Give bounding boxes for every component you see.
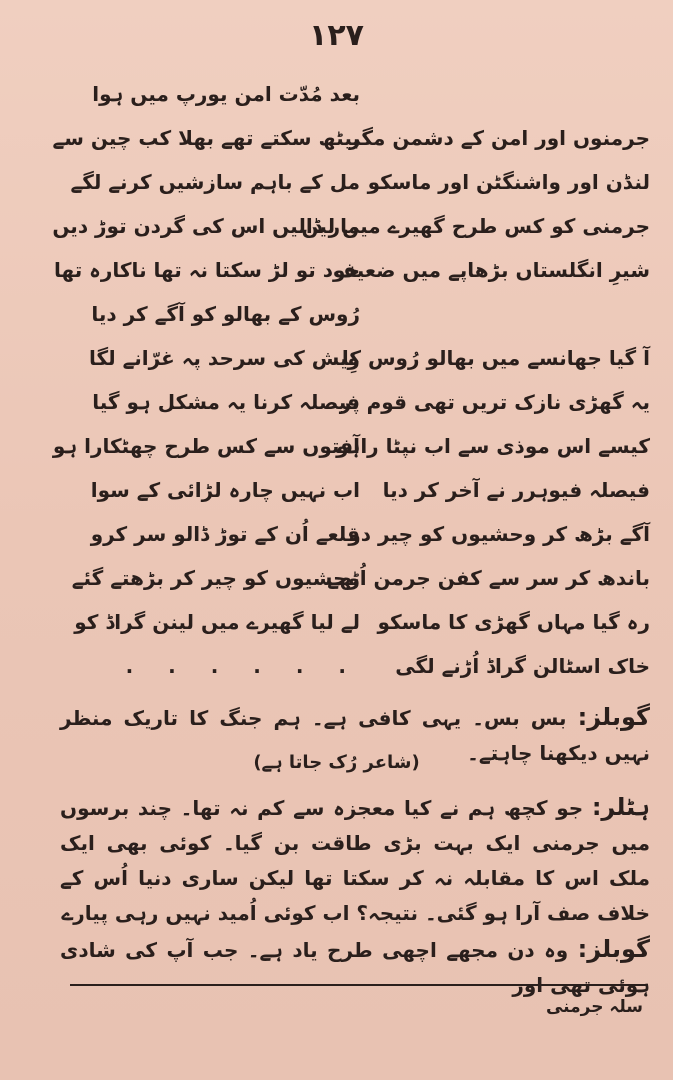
verse-right: لنڈن اور واشنگٹن اور ماسکو (367, 170, 650, 194)
verse-right: خاک اسٹالن گراڈ اُڑنے لگی (395, 654, 650, 678)
verse-left: قلعے اُن کے توڑ ڈالو سر کرو (90, 522, 360, 546)
verse-row (70, 160, 650, 204)
verse-row (70, 380, 650, 424)
verse-row (70, 468, 650, 512)
speaker-goebbels: گوبلز: (577, 935, 650, 963)
verse-left: آفتوں سے کس طرح چھٹکارا ہو (52, 434, 360, 458)
verse-left: بیٹھ سکتے تھے بھلا کب چین سے (52, 126, 360, 150)
verse-row (54, 248, 650, 292)
verse-right: آ گیا جھانسے میں بھالو رُوس کا (341, 346, 650, 370)
verse-right: آگے بڑھ کر وحشیوں کو چیر دو (348, 522, 650, 546)
verse-left: خود تو لڑ سکتا نہ تھا ناکارہ تھا (54, 258, 360, 282)
speaker-goebbels: گوبلز: (577, 703, 650, 731)
page-number: ۱۲۷ (309, 18, 364, 53)
verse-right: جرمنی کو کس طرح گھیرے میں لیں (301, 214, 650, 238)
verse-left: اب نہیں چارہ لڑائی کے سوا (90, 478, 360, 502)
verse-left: وحشیوں کو چیر کر بڑھتے گئے (71, 566, 360, 590)
verse-row (70, 336, 650, 380)
verse-left: فیصلہ کرنا یہ مشکل ہو گیا (92, 390, 360, 414)
verse-left: مار ڈالیں اس کی گردن توڑ دیں (52, 214, 360, 238)
verse-right: کیسے اس موذی سے اب نپٹا راہو (336, 434, 650, 458)
speaker-hitler: ہٹلر: (591, 793, 650, 821)
verse-row (52, 204, 650, 248)
verse-row (70, 72, 650, 116)
stage-direction: (شاعر رُک جاتا ہے) (253, 752, 420, 773)
footnote-divider (70, 984, 648, 986)
verse-row (70, 512, 650, 556)
verse-right: جرمنوں اور امن کے دشمن مگر (348, 126, 650, 150)
verse-right: یہ گھڑی نازک تریں تھی قوم پر (339, 390, 650, 414)
verse-left: بعد مُدّت امن یورپ میں ہوا (92, 82, 360, 106)
verse-left: وِیش کی سرحد پہ غرّانے لگا (88, 346, 360, 370)
dialogue-text: بس بس۔ یہی کافی ہے۔ ہم جنگ کا تاریک منظر نہیں دیکھنا چاہتے۔ (60, 706, 650, 765)
verse-row (70, 600, 650, 644)
goebbels-dialogue-2 (60, 932, 650, 1003)
verse-block (52, 72, 650, 688)
verse-right: فیصلہ فیوہرر نے آخر کر دیا (382, 478, 650, 502)
hitler-dialogue (60, 790, 650, 931)
verse-row (52, 116, 650, 160)
dialogue-text: وہ دن مجھے اچھی طرح یاد ہے۔ جب آپ کی شادی ہوئی تھی اور (60, 938, 650, 997)
verse-row (70, 556, 650, 600)
verse-row (52, 424, 650, 468)
verse-ellipsis: . . . . . . (125, 654, 360, 678)
verse-row (70, 644, 650, 688)
dialogue-text: جو کچھ ہم نے کیا معجزہ سے کم نہ تھا۔ چند برسوں میں جرمنی ایک بہت بڑی طاقت بن گیا۔ کوئی بھی ایک ملک اس کا مقابلہ نہ کر سکتا تھا لیکن ساری دنیا اُس کے خلاف صف آرا ہو گئی۔ نتیجہ؟ اب کوئی اُمید نہیں رہی پیارے (60, 796, 650, 925)
verse-row (70, 292, 650, 336)
verse-left: لے لیا گھیرے میں لینن گراڈ کو (74, 610, 360, 634)
verse-right: باندھ کر سر سے کفن جرمن اُٹھے (327, 566, 650, 590)
verse-left: مل کے باہم سازشیں کرنے لگے (70, 170, 360, 194)
verse-right: شیرِ انگلستاں بڑھاپے میں ضعیف (332, 258, 650, 282)
footnote: سلہ جرمنی (545, 997, 643, 1017)
verse-right: رہ گیا مہاں گھڑی کا ماسکو (377, 610, 650, 634)
verse-left: رُوس کے بھالو کو آگے کر دیا (91, 302, 360, 326)
